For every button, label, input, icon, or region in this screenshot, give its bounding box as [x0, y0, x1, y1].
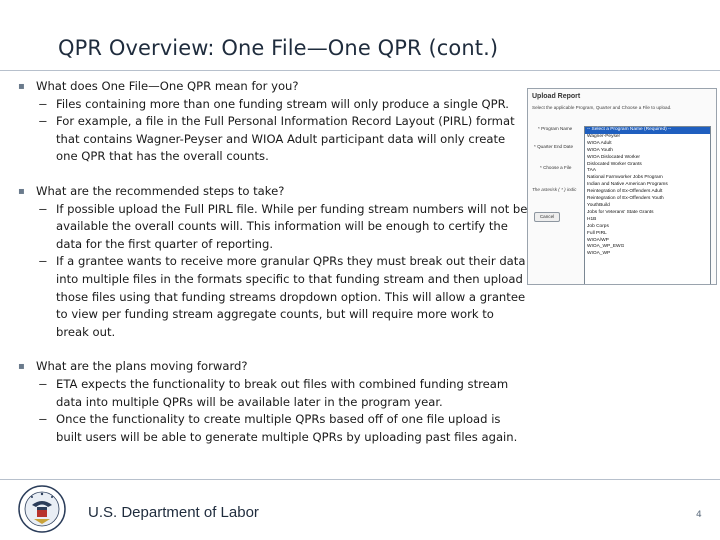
- bullet-marker: ▪: [18, 361, 25, 373]
- dropdown-option[interactable]: Indian and Native American Programs: [587, 182, 668, 188]
- program-name-label: * Program Name: [538, 126, 573, 131]
- bullet-2-text: What are the recommended steps to take?: [36, 183, 285, 198]
- dropdown-option[interactable]: WIOA/WP: [587, 237, 609, 243]
- bullet-1-text: What does One File—One QPR mean for you?: [36, 79, 299, 93]
- asterisk-footnote: The asterisk ( * ) indic: [532, 187, 577, 192]
- sub-bullet-text: Files containing more than one funding stream will only produce a single QPR.: [56, 96, 509, 111]
- department-of-labor-seal-icon: [18, 485, 66, 533]
- sub-bullet-text: ETA expects the functionality to break out files with combined funding stream data into multiple QPRs will be available later in the program year.: [56, 376, 509, 409]
- cancel-button[interactable]: Cancel: [534, 212, 560, 222]
- dropdown-option[interactable]: Reintegration of Ex-Offenders Adult: [587, 189, 663, 195]
- slide-content: [18, 78, 528, 446]
- dash-marker: −: [38, 376, 48, 391]
- page-number: 4: [696, 510, 702, 520]
- sub-bullet-text: If possible upload the Full PIRL file. While per funding stream numbers will not be available the overall counts will. This information will be enough to certify the data for the first quarter of reporting.: [56, 201, 528, 251]
- dropdown-option[interactable]: WIOA_WP: [587, 251, 611, 257]
- title-divider: [0, 70, 720, 71]
- dropdown-option[interactable]: National Farmworker Jobs Program: [587, 175, 663, 181]
- bullet-marker: ▪: [18, 185, 25, 197]
- dropdown-option[interactable]: WIOA_WP_EWG: [587, 244, 625, 250]
- choose-file-label: * Choose a File: [540, 165, 572, 170]
- dropdown-option[interactable]: Full PIRL: [587, 230, 607, 236]
- dropdown-option[interactable]: H1B: [587, 216, 597, 222]
- upload-report-title: Upload Report: [532, 93, 581, 100]
- sub-bullet-1-2: [18, 113, 528, 166]
- footer-divider: [0, 479, 720, 480]
- sub-bullet-1-1: [18, 96, 528, 114]
- bullet-marker: ▪: [18, 81, 25, 92]
- dropdown-option[interactable]: Reintegration of Ex-Offenders Youth: [587, 196, 664, 202]
- dash-marker: −: [38, 254, 48, 269]
- sub-bullet-3-2: [18, 411, 528, 446]
- program-name-dropdown-list[interactable]: [584, 126, 711, 285]
- dropdown-option[interactable]: Dislocated Worker Grants: [587, 161, 642, 167]
- sub-bullet-2-2: [18, 253, 528, 341]
- upload-report-screenshot: [527, 88, 717, 285]
- dash-marker: −: [38, 412, 48, 427]
- dropdown-option[interactable]: WIOA Youth: [587, 147, 613, 153]
- sub-bullet-3-1: [18, 376, 528, 411]
- bullet-3-text: What are the plans moving forward?: [36, 359, 248, 374]
- bullet-2: [18, 183, 528, 201]
- upload-report-description: Select the applicable Program, Quarter and Choose a File to upload.: [532, 105, 672, 110]
- sub-bullet-text: Once the functionality to create multiple QPRs based off of one file upload is built users will be able to generate multiple QPRs by uploading past files again.: [56, 412, 518, 444]
- dash-marker: −: [38, 201, 48, 216]
- sub-bullet-text: If a grantee wants to receive more granular QPRs they must break out their data into multiple files in the formats specific to that funding stream and then upload those files using that funding streams dropdown option. This will allow a grantee to view per funding stream aggregate counts, but will require more work to break out.: [56, 254, 526, 339]
- dropdown-option[interactable]: WIOA Adult: [587, 140, 612, 146]
- slide-title: QPR Overview: One File—One QPR (cont.): [58, 36, 499, 60]
- dropdown-option[interactable]: -- Select a Program Name (Required) --: [585, 127, 710, 134]
- dropdown-option[interactable]: Job Corps: [587, 223, 609, 229]
- dropdown-option[interactable]: TAA: [587, 168, 596, 174]
- dash-marker: −: [38, 96, 48, 111]
- quarter-end-date-label: * Quarter End Date: [534, 144, 574, 149]
- dash-marker: −: [38, 114, 48, 129]
- sub-bullet-text: For example, a file in the Full Personal Information Record Layout (PIRL) format that contains Wagner-Peyser and WIOA Adult participant data will only create one QPR that has the overall counts.: [56, 114, 515, 164]
- department-name: U.S. Department of Labor: [88, 504, 259, 521]
- bullet-3: [18, 358, 528, 376]
- dropdown-option[interactable]: YouthBuild: [587, 202, 610, 208]
- dropdown-option[interactable]: Jobs for Veterans' State Grants: [587, 209, 654, 215]
- sub-bullet-2-1: [18, 201, 528, 254]
- dropdown-option[interactable]: WIOA Dislocated Worker: [587, 154, 640, 160]
- dropdown-option[interactable]: Wagner-Peyser: [587, 133, 621, 139]
- bullet-1: [18, 78, 528, 96]
